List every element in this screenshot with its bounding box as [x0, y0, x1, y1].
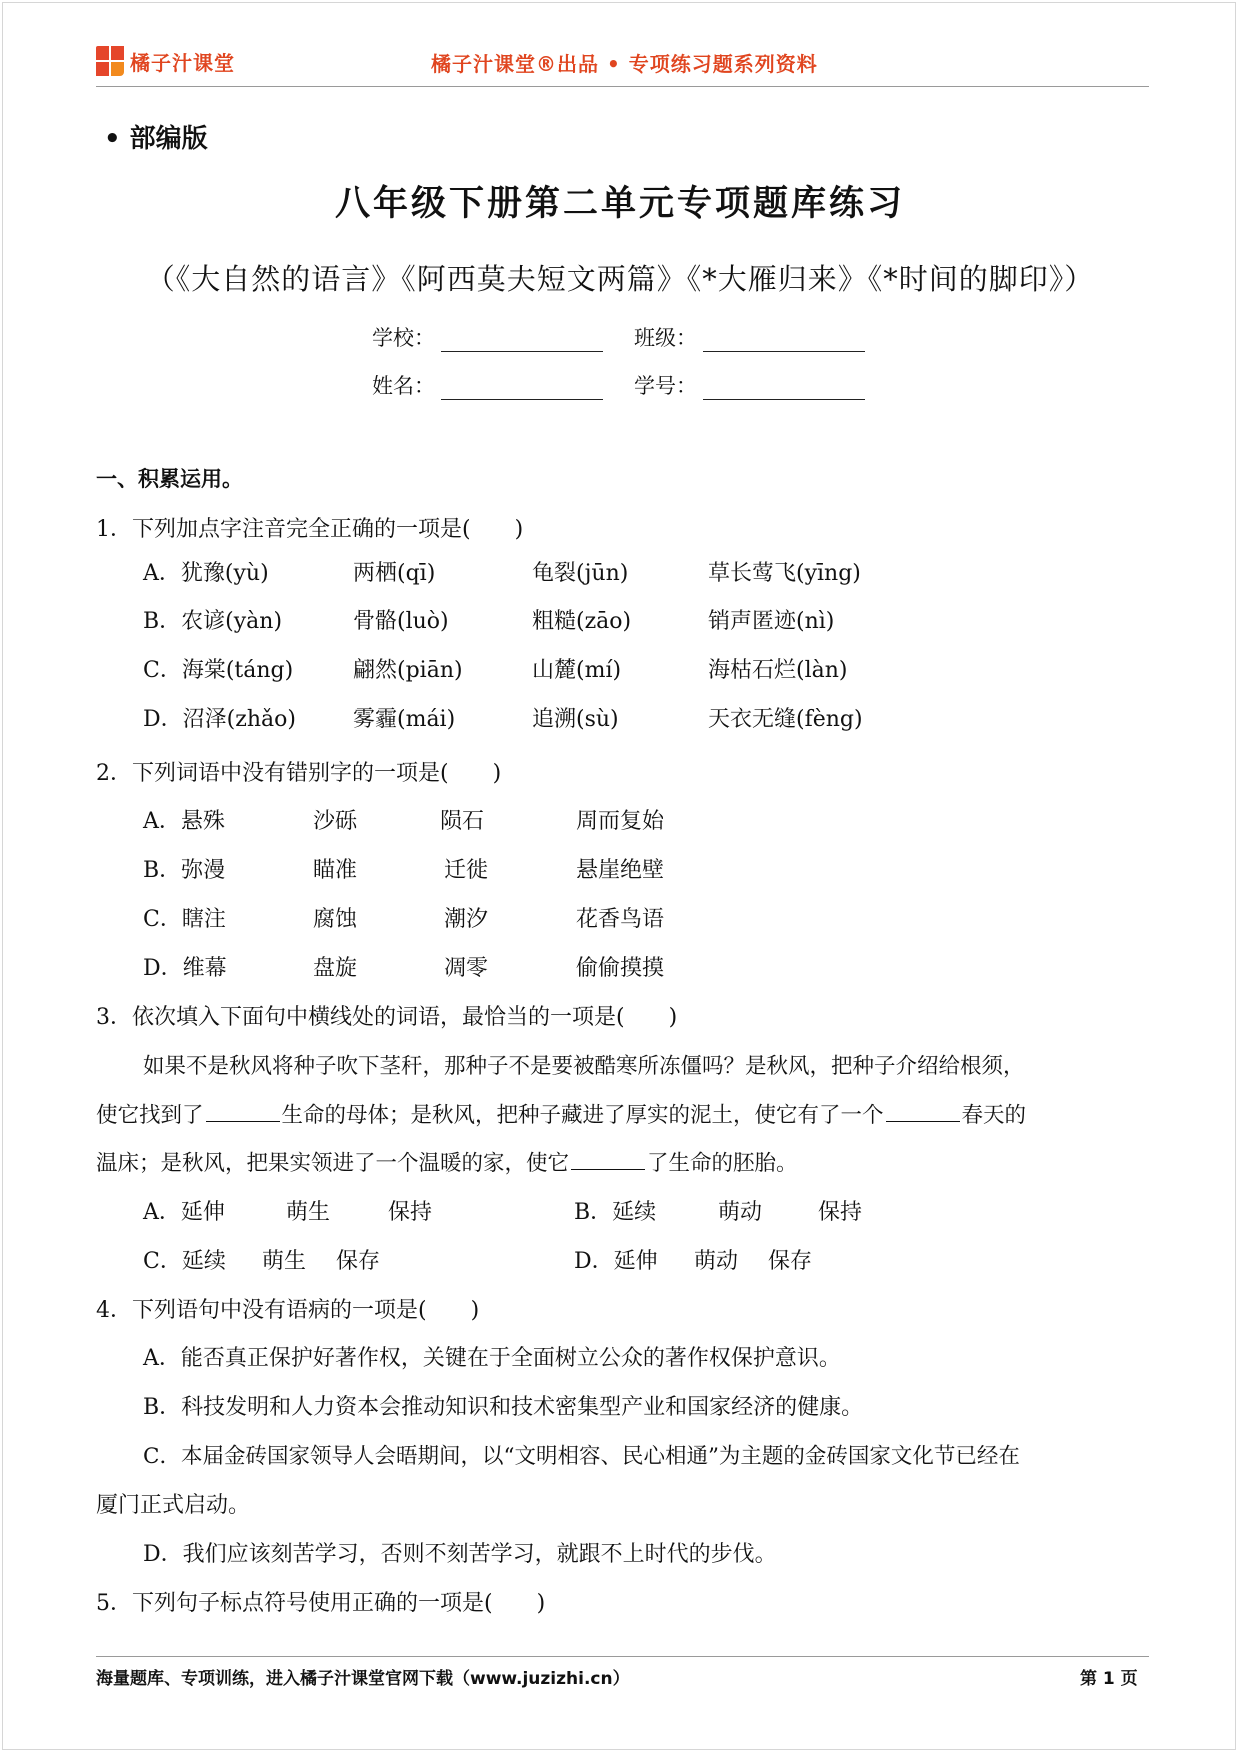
school-label: 学校：	[372, 326, 435, 350]
q2-option-d-word: 凋零	[444, 956, 489, 981]
school-field[interactable]	[372, 322, 603, 352]
q2-option-b: B．弥漫	[143, 858, 226, 883]
q1-option-c-word: 山麓(mí)	[532, 658, 622, 683]
logo-text: 橘子汁课堂	[130, 50, 235, 75]
footer-divider	[96, 1656, 1149, 1657]
q1-option-b: B．农谚(yàn)	[143, 609, 283, 634]
q3-text: 了生命的胚胎。	[647, 1151, 798, 1176]
student-no-field[interactable]	[634, 370, 865, 400]
q3-blank-3[interactable]	[571, 1149, 645, 1170]
school-blank[interactable]	[441, 329, 603, 352]
page-number: 第 1 页	[1080, 1669, 1138, 1689]
question-5-stem: 5．下列句子标点符号使用正确的一项是( )	[96, 1591, 546, 1616]
question-4-stem: 4．下列语句中没有语病的一项是( )	[96, 1298, 480, 1323]
q3-option-a-word: 萌生	[286, 1200, 331, 1225]
q4-option-c: C．本届金砖国家领导人会晤期间，以“文明相容、民心相通”为主题的金砖国家文化节已经在	[143, 1444, 1020, 1469]
footer-text: 海量题库、专项训练，进入橘子汁课堂官网下载（www.juzizhi.cn）	[96, 1669, 630, 1689]
q2-option-c-word: 花香鸟语	[576, 907, 665, 932]
q1-option-b-word: 粗糙(zāo)	[532, 609, 632, 634]
question-3-stem: 3．依次填入下面句中横线处的词语，最恰当的一项是( )	[96, 1005, 678, 1030]
q2-option-d: D．维幕	[143, 956, 227, 981]
q2-option-a-word: 沙砾	[313, 809, 358, 834]
q2-option-b-word: 瞄准	[313, 858, 358, 883]
student-no-label: 学号：	[634, 374, 697, 398]
q2-option-c-word: 潮汐	[444, 907, 489, 932]
q3-option-b-word: 保持	[818, 1200, 863, 1225]
q3-option-d: D．延伸	[574, 1249, 658, 1274]
q3-blank-2[interactable]	[886, 1101, 960, 1122]
class-field[interactable]	[634, 322, 865, 352]
q3-option-c-word: 保存	[336, 1249, 381, 1274]
q2-option-d-word: 偷偷摸摸	[576, 956, 665, 981]
name-blank[interactable]	[441, 377, 603, 400]
document-subtitle: （《大自然的语言》《阿西莫夫短文两篇》《*大雁归来》《*时间的脚印》）	[145, 262, 1095, 296]
q4-option-d: D．我们应该刻苦学习，否则不刻苦学习，就跟不上时代的步伐。	[143, 1542, 777, 1567]
name-label: 姓名：	[372, 374, 435, 398]
q2-option-b-word: 迁徙	[444, 858, 489, 883]
q2-option-d-word: 盘旋	[313, 956, 358, 981]
q3-passage-line-3	[96, 1146, 798, 1177]
logo	[96, 46, 235, 76]
q1-option-c-word: 翩然(piān)	[353, 658, 463, 683]
q1-option-d-word: 雾霾(mái)	[353, 707, 456, 732]
logo-icon	[96, 46, 124, 76]
q3-option-b: B．延续	[574, 1200, 657, 1225]
page-header	[96, 46, 1149, 87]
q1-option-d: D．沼泽(zhǎo)	[143, 707, 296, 732]
q1-option-d-word: 天衣无缝(fèng)	[708, 707, 863, 732]
q4-option-b: B．科技发明和人力资本会推动知识和技术密集型产业和国家经济的健康。	[143, 1395, 864, 1420]
q3-option-a: A．延伸	[143, 1200, 225, 1225]
q2-option-a-word: 周而复始	[576, 809, 665, 834]
q4-option-c-cont: 厦门正式启动。	[96, 1493, 251, 1518]
student-no-blank[interactable]	[703, 377, 865, 400]
q3-passage-line-1: 如果不是秋风将种子吹下茎秆，那种子不是要被酷寒所冻僵吗？是秋风，把种子介绍给根须，	[143, 1054, 1025, 1079]
q3-option-a-word: 保持	[388, 1200, 433, 1225]
q3-text: 生命的母体；是秋风，把种子藏进了厚实的泥土，使它有了一个	[281, 1103, 884, 1128]
q1-option-b-word: 骨骼(luò)	[353, 609, 449, 634]
q4-option-a: A．能否真正保护好著作权，关键在于全面树立公众的著作权保护意识。	[143, 1346, 841, 1371]
q1-option-d-word: 追溯(sù)	[532, 707, 619, 732]
q3-text: 使它找到了	[96, 1103, 204, 1128]
q1-option-c: C．海棠(táng)	[143, 658, 294, 683]
q3-option-d-word: 萌动	[694, 1249, 739, 1274]
q2-option-a-word: 陨石	[440, 809, 485, 834]
q2-option-c-word: 腐蚀	[313, 907, 358, 932]
q2-option-c: C．瞎注	[143, 907, 226, 932]
q2-option-a: A．悬殊	[143, 809, 225, 834]
question-1-stem: 1．下列加点字注音完全正确的一项是( )	[96, 517, 524, 542]
q1-option-a: A．犹豫(yù)	[143, 561, 269, 586]
q3-option-b-word: 萌动	[718, 1200, 763, 1225]
document-title: 八年级下册第二单元专项题库练习	[334, 183, 905, 224]
q1-option-a-word: 龟裂(jūn)	[532, 561, 629, 586]
q3-text: 春天的	[961, 1103, 1027, 1128]
question-2-stem: 2．下列词语中没有错别字的一项是( )	[96, 761, 502, 786]
class-label: 班级：	[634, 326, 697, 350]
name-field[interactable]	[372, 370, 603, 400]
q3-option-c-word: 萌生	[262, 1249, 307, 1274]
q3-passage-line-2	[96, 1098, 1026, 1129]
section-heading: 一、积累运用。	[96, 467, 243, 491]
q2-option-b-word: 悬崖绝壁	[576, 858, 665, 883]
class-blank[interactable]	[703, 329, 865, 352]
q3-option-c: C．延续	[143, 1249, 226, 1274]
q1-option-a-word: 草长莺飞(yīng)	[708, 561, 861, 586]
q3-text: 温床；是秋风，把果实领进了一个温暖的家，使它	[96, 1151, 570, 1176]
q1-option-c-word: 海枯石烂(làn)	[708, 658, 848, 683]
q3-option-d-word: 保存	[768, 1249, 813, 1274]
q1-option-b-word: 销声匿迹(nì)	[708, 609, 835, 634]
q3-blank-1[interactable]	[206, 1101, 280, 1122]
q1-option-a-word: 两栖(qī)	[353, 561, 436, 586]
edition-label: • 部编版	[104, 124, 208, 154]
header-title: 橘子汁课堂®出品 • 专项练习题系列资料	[431, 52, 818, 76]
